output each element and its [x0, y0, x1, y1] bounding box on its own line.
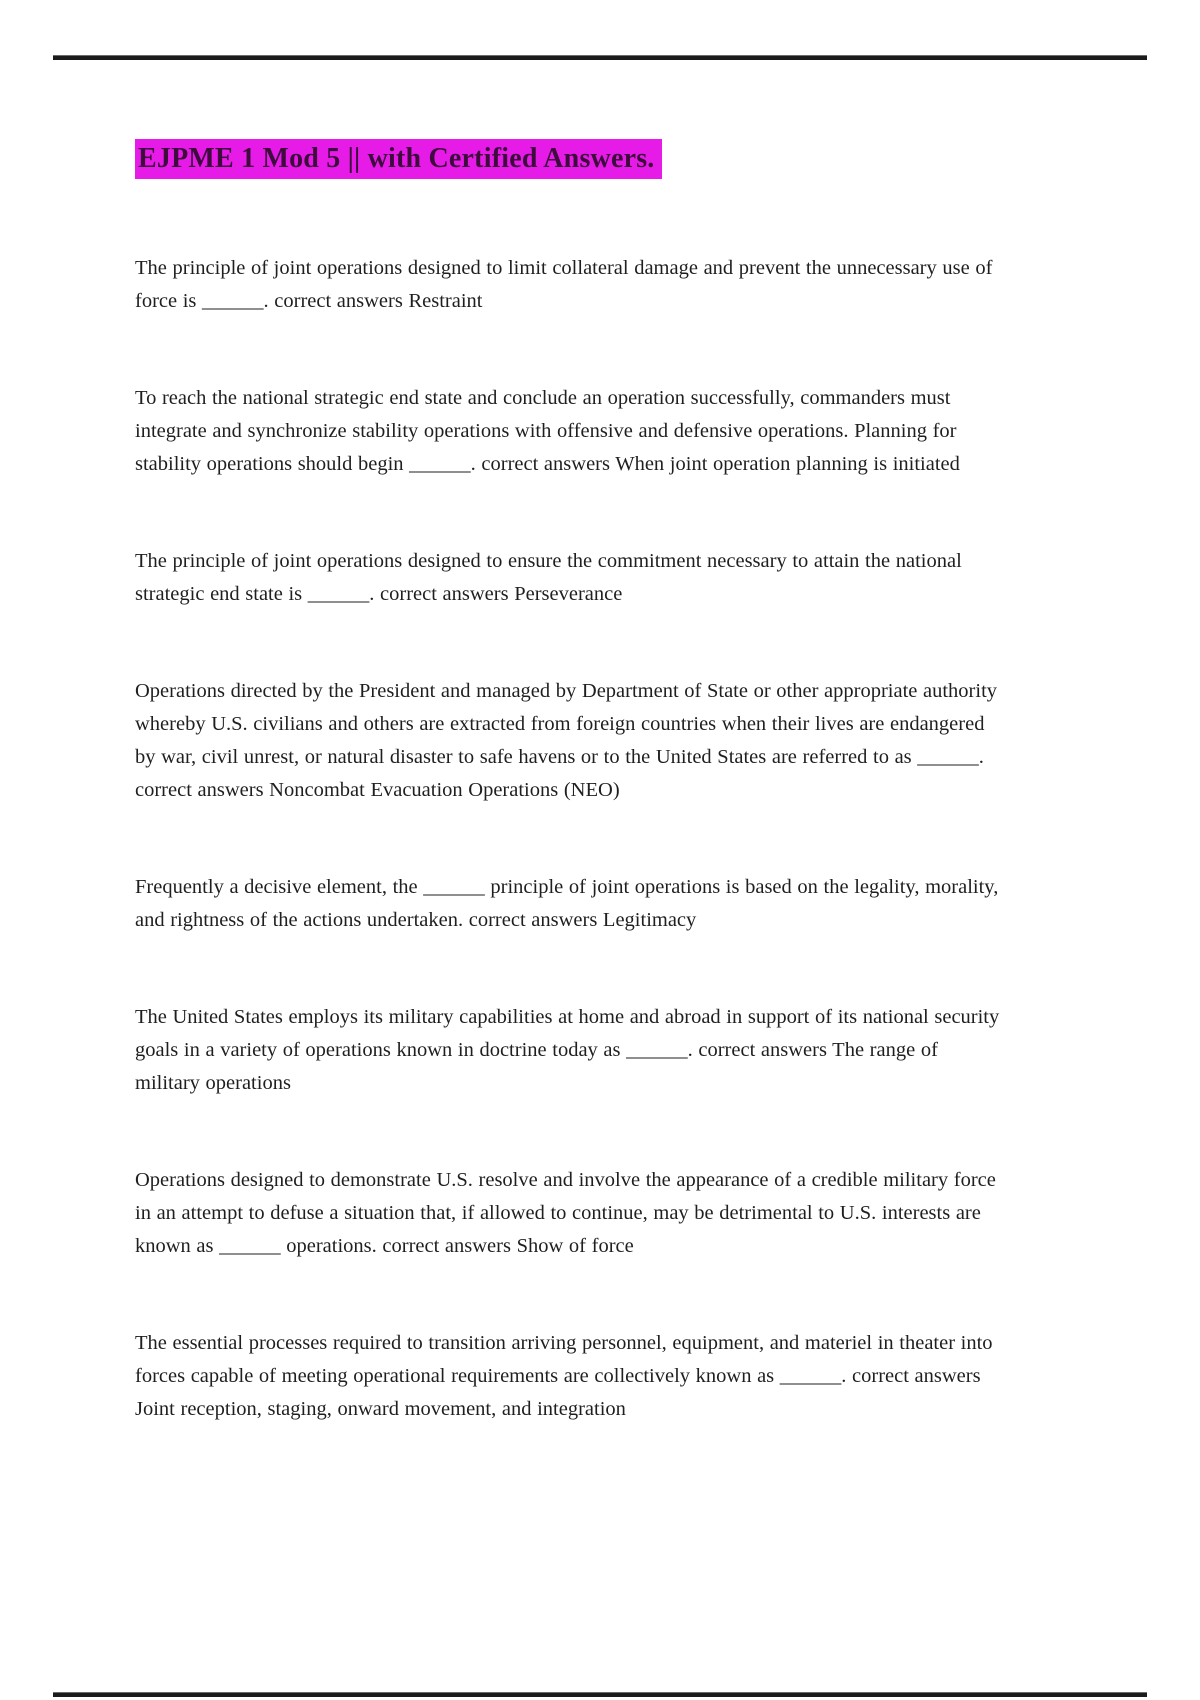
document-content [135, 142, 1007, 1490]
title-highlight: EJPME 1 Mod 5 || with Certified Answers. [135, 139, 662, 179]
qa-paragraph-1: The principle of joint operations designed to limit collateral damage and prevent the unnecessary use of force is ______. correct answers Restraint [135, 257, 993, 312]
qa-paragraph-2: To reach the national strategic end state and conclude an operation successfully, commanders must integrate and synchronize stability operations with offensive and defensive operations. Planning for stability operations should begin ______. correct answers When joint operation planning is initiated [135, 387, 960, 475]
qa-paragraph-3: The principle of joint operations designed to ensure the commitment necessary to attain the national strategic end state is ______. correct answers Perseverance [135, 550, 962, 605]
qa-paragraph-6: The United States employs its military capabilities at home and abroad in support of its national security goals in a variety of operations known in doctrine today as ______. correct answers The range of military operations [135, 1006, 1000, 1094]
page-title [135, 142, 1007, 176]
page-top-rule [53, 55, 1147, 60]
qa-paragraph-5: Frequently a decisive element, the ______ principle of joint operations is based on the legality, morality, and rightness of the actions undertaken. correct answers Legitimacy [135, 876, 999, 931]
page-bottom-rule [53, 1692, 1147, 1697]
qa-paragraph-4: Operations directed by the President and managed by Department of State or other appropriate authority whereby U.S. civilians and others are extracted from foreign countries when their lives are endangered by war, civil unrest, or natural disaster to safe havens or to the United States are referred to as ______. correct answers Noncombat Evacuation Operations (NEO) [135, 680, 998, 801]
qa-paragraph-7: Operations designed to demonstrate U.S. resolve and involve the appearance of a credible military force in an attempt to defuse a situation that, if allowed to continue, may be detrimental to U.S. interests are known as ______ operations. correct answers Show of force [135, 1169, 996, 1257]
qa-paragraph-8: The essential processes required to transition arriving personnel, equipment, and materiel in theater into forces capable of meeting operational requirements are collectively known as ______. correct answers Joint reception, staging, onward movement, and integration [135, 1332, 993, 1420]
